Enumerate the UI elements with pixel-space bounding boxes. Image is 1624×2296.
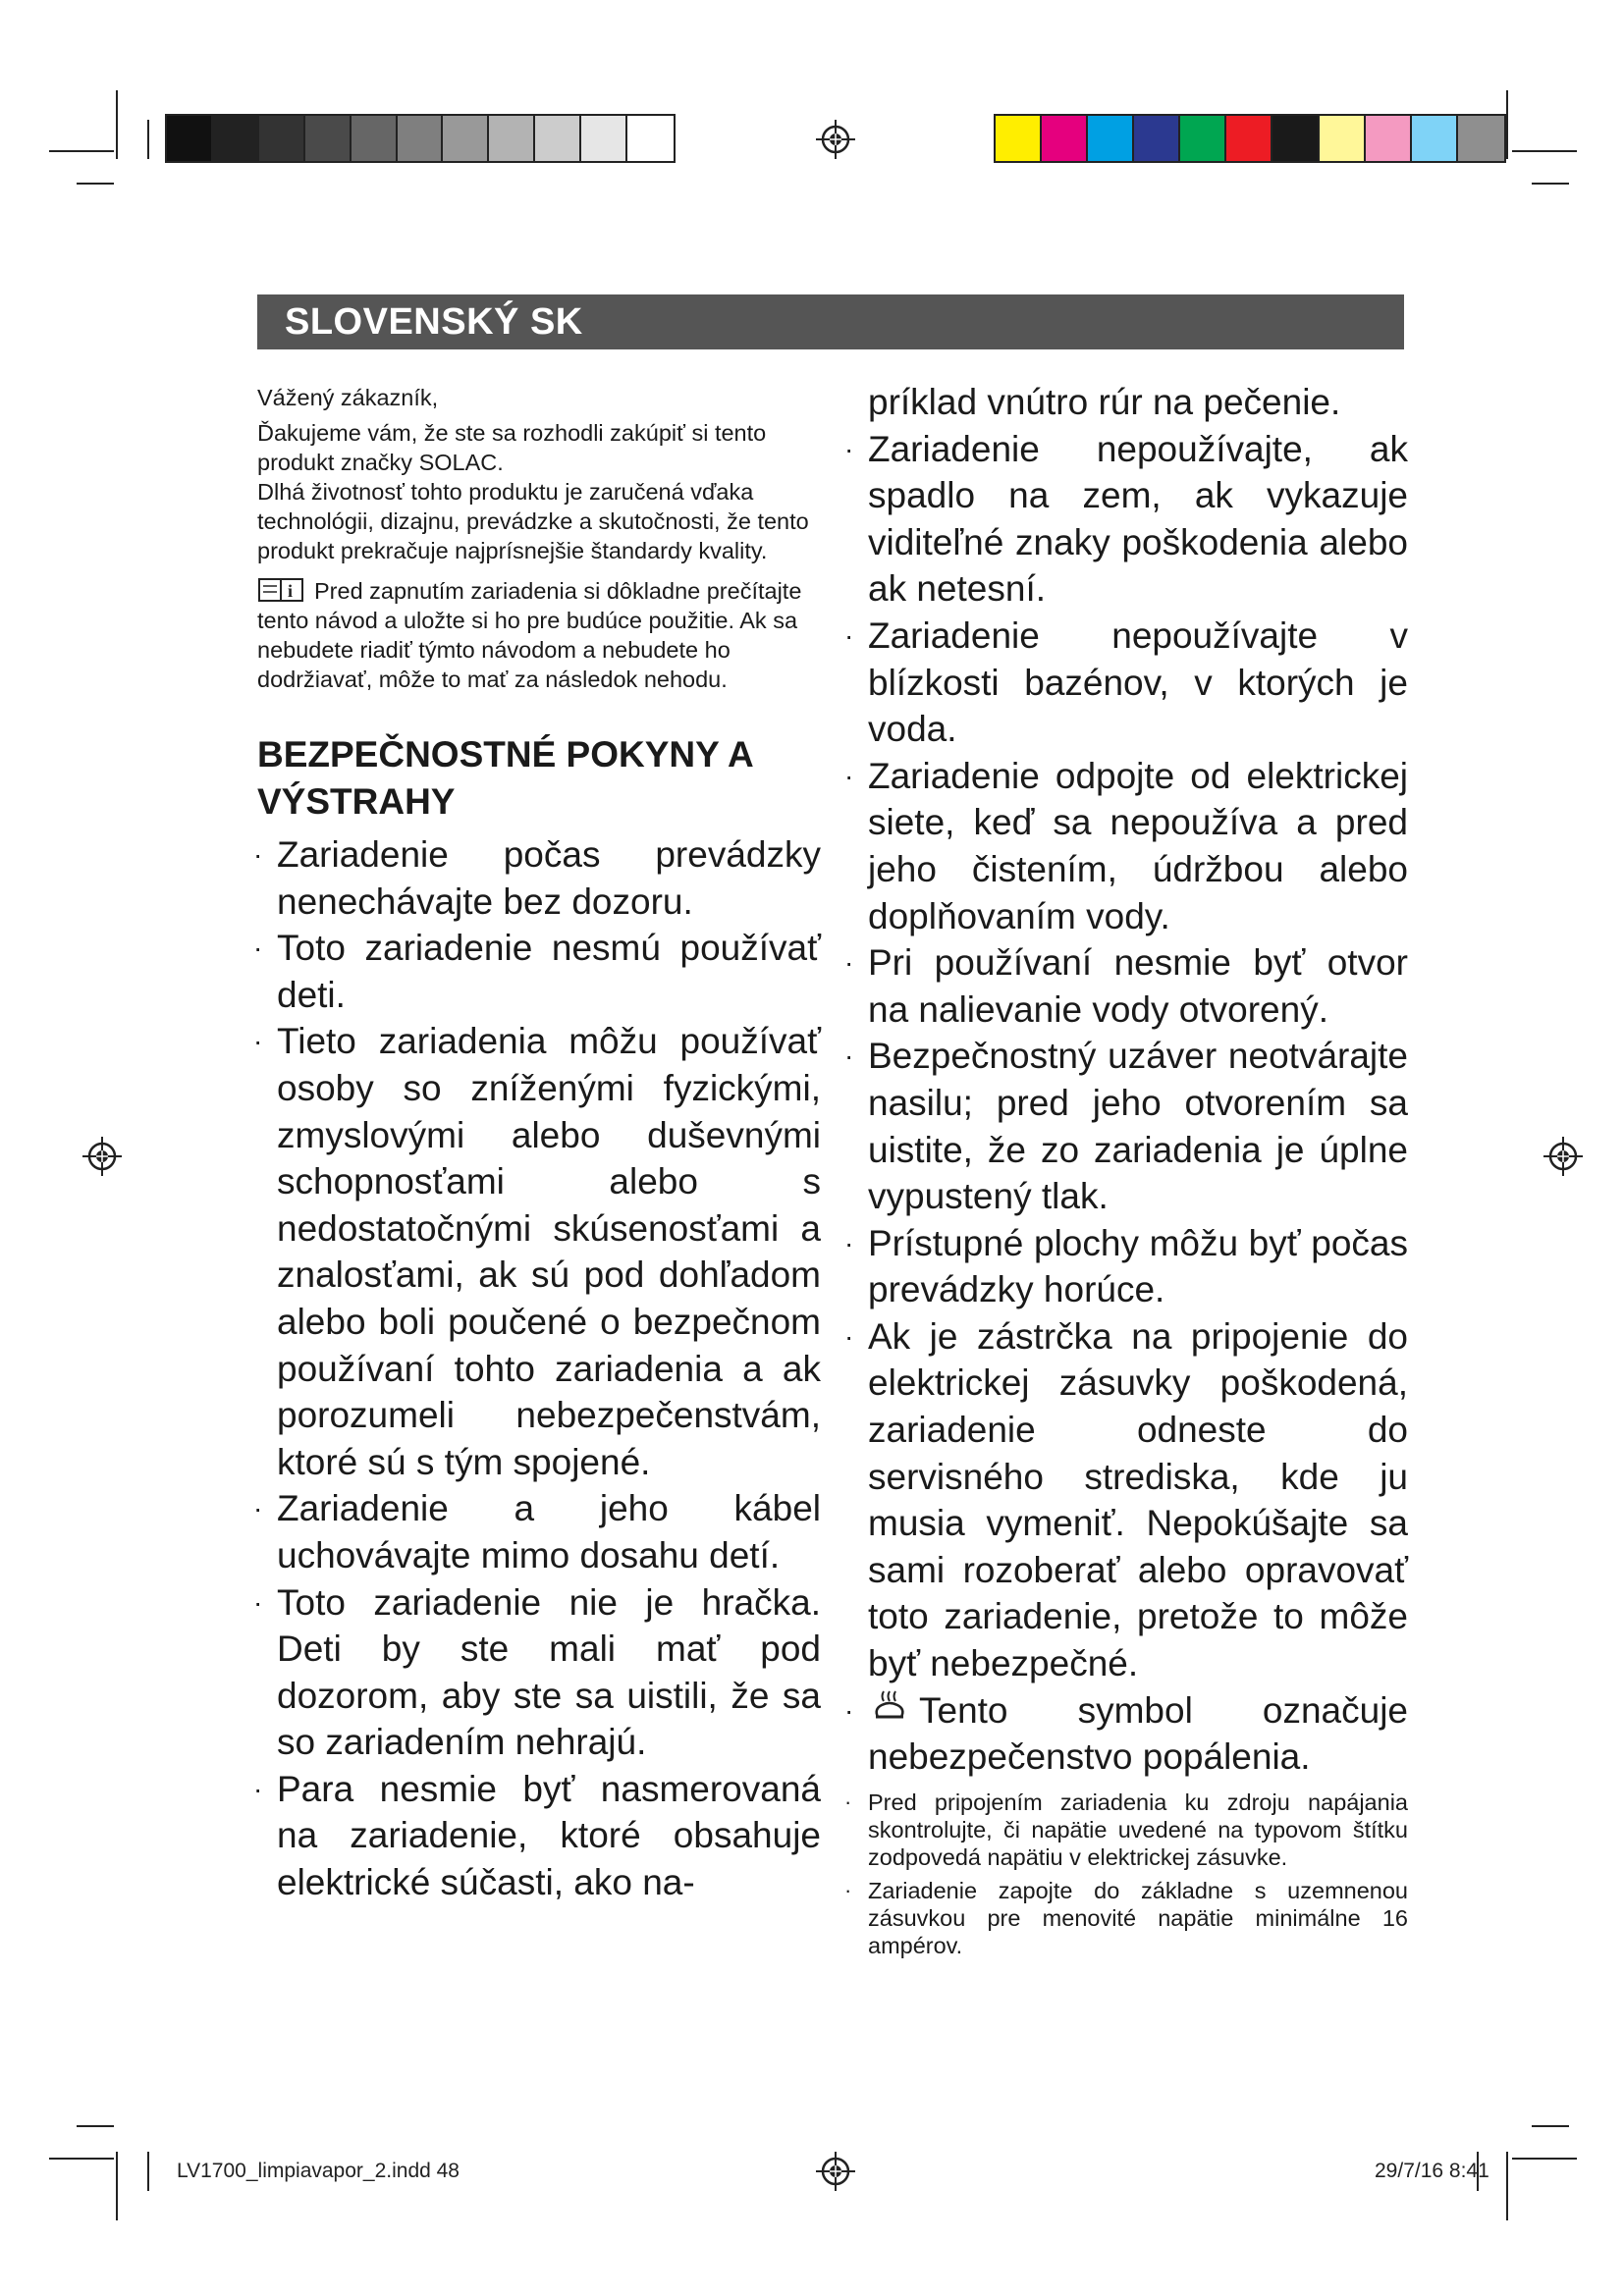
color-swatch	[489, 116, 535, 161]
safety-item: · Tieto zariadenia môžu používať osoby so zníženými fyzickými, zmyslovými alebo duševnými schopnosťami alebo s nedostatočnými skúsenosťami a znalosťami, ak sú pod dohľadom alebo boli poučené o bezpečnom používaní tohto zariadenia a ak porozumeli nebezpečenstvám, ktoré sú s tým spojené.	[257, 1018, 821, 1485]
footer-date: 29/7/16 8:41	[1375, 2160, 1489, 2182]
safety-item: · Bezpečnostný uzáver neotvárajte nasilu; pred jeho otvorením sa uistite, že zo zariadenia je úplne vypustený tlak.	[848, 1033, 1408, 1219]
color-swatch	[1180, 116, 1226, 161]
thanks-paragraph: Ďakujeme vám, že ste sa rozhodli zakúpiť si tento produkt značky SOLAC.	[257, 420, 767, 475]
safety-item: · Prístupné plochy môžu byť počas prevádzky horúce.	[848, 1220, 1408, 1313]
intro-text	[257, 383, 821, 694]
color-swatch	[443, 116, 489, 161]
registration-mark-icon	[814, 118, 857, 161]
color-swatch	[996, 116, 1042, 161]
safety-item: · Zariadenie a jeho kábel uchovávajte mimo dosahu detí.	[257, 1485, 821, 1578]
hot-surface-icon	[868, 1689, 911, 1725]
color-swatch	[1272, 116, 1319, 161]
safety-item: · Ak je zástrčka na pripojenie do elektrickej zásuvky poškodená, zariadenie odneste do servisného strediska, kde ju musia vymeniť. Nepokúšajte sa sami rozoberať alebo opravovať toto zariadenie, pretože to môže byť nebezpečné.	[848, 1313, 1408, 1687]
left-column	[257, 383, 821, 1906]
safety-item: · Zariadenie nepoužívajte v blízkosti bazénov, v ktorých je voda.	[848, 613, 1408, 753]
manual-book-icon	[257, 575, 306, 603]
longevity-paragraph: Dlhá životnosť tohto produktu je zaručená vďaka technológii, dizajnu, prevádzke a skutočnosti, že tento produkt prekračuje najprísnejšie štandardy kvality.	[257, 479, 809, 563]
color-swatch	[535, 116, 581, 161]
color-swatch	[1412, 116, 1458, 161]
gray-color-bar	[165, 114, 676, 163]
color-swatch	[352, 116, 398, 161]
read-manual-paragraph: i Pred zapnutím zariadenia si dôkladne prečítajte tento návod a uložte si ho pre budúce použitie. Ak sa nebudete riadiť týmto návodom a nebudete ho dodržiavať, môže to mať za následok nehodu.	[257, 575, 821, 694]
color-swatch	[398, 116, 444, 161]
color-swatch	[259, 116, 305, 161]
burn-warning-item: · Tento symbol označuje nebezpečenstvo popálenia.	[848, 1687, 1408, 1781]
safety-item: · Toto zariadenie nesmú používať deti.	[257, 925, 821, 1018]
safety-item: · Zariadenie odpojte od elektrickej siete, keď sa nepoužíva a pred jeho čistením, údržbou alebo doplňovaním vody.	[848, 753, 1408, 939]
safety-item: · Zariadenie nepoužívajte, ak spadlo na zem, ak vykazuje viditeľné znaky poškodenia alebo ak netesní.	[848, 426, 1408, 613]
registration-mark-icon	[1542, 1135, 1585, 1178]
color-swatch	[1226, 116, 1272, 161]
registration-mark-icon	[814, 2150, 857, 2193]
color-swatch	[305, 116, 352, 161]
color-swatch	[1458, 116, 1504, 161]
safety-list-right	[848, 426, 1408, 1687]
safety-item: · Toto zariadenie nie je hračka. Deti by ste mali mať pod dozorom, aby ste sa uistili, že sa so zariadením nehrajú.	[257, 1579, 821, 1766]
color-swatch	[1366, 116, 1412, 161]
color-swatch	[581, 116, 627, 161]
registration-mark-icon	[81, 1135, 124, 1178]
electrical-note: · Zariadenie zapojte do základne s uzemnenou zásuvkou pre menovité napätie minimálne 16 ampérov.	[848, 1877, 1408, 1959]
color-swatch	[1088, 116, 1134, 161]
burn-warning-list	[848, 1687, 1408, 1781]
footer-file-name: LV1700_limpiavapor_2.indd 48	[177, 2160, 460, 2182]
color-swatch	[1320, 116, 1366, 161]
electrical-note: · Pred pripojením zariadenia ku zdroju napájania skontrolujte, či napätie uvedené na typovom štítku zodpovedá napätiu v elektrickej zásuvke.	[848, 1789, 1408, 1871]
color-swatch	[213, 116, 259, 161]
safety-item: · Para nesmie byť nasmerovaná na zariadenie, ktoré obsahuje elektrické súčasti, ako na-	[257, 1766, 821, 1906]
color-swatch	[1134, 116, 1180, 161]
section-title-band: SLOVENSKÝ SK	[257, 294, 1404, 349]
electrical-notes-list	[848, 1789, 1408, 1959]
color-swatch	[167, 116, 213, 161]
color-swatch	[1042, 116, 1088, 161]
color-swatch	[627, 116, 674, 161]
process-color-bar	[994, 114, 1506, 163]
safety-item: · Pri používaní nesmie byť otvor na nalievanie vody otvorený.	[848, 939, 1408, 1033]
safety-heading: BEZPEČNOSTNÉ POKYNY A VÝSTRAHY	[257, 734, 753, 822]
safety-list-left	[257, 831, 821, 1906]
right-column	[848, 379, 1408, 1965]
continued-text: príklad vnútro rúr na pečenie.	[868, 382, 1341, 422]
safety-item: · Zariadenie počas prevádzky nenechávajte bez dozoru.	[257, 831, 821, 925]
greeting: Vážený zákazník,	[257, 385, 439, 410]
svg-text:i: i	[288, 581, 294, 601]
